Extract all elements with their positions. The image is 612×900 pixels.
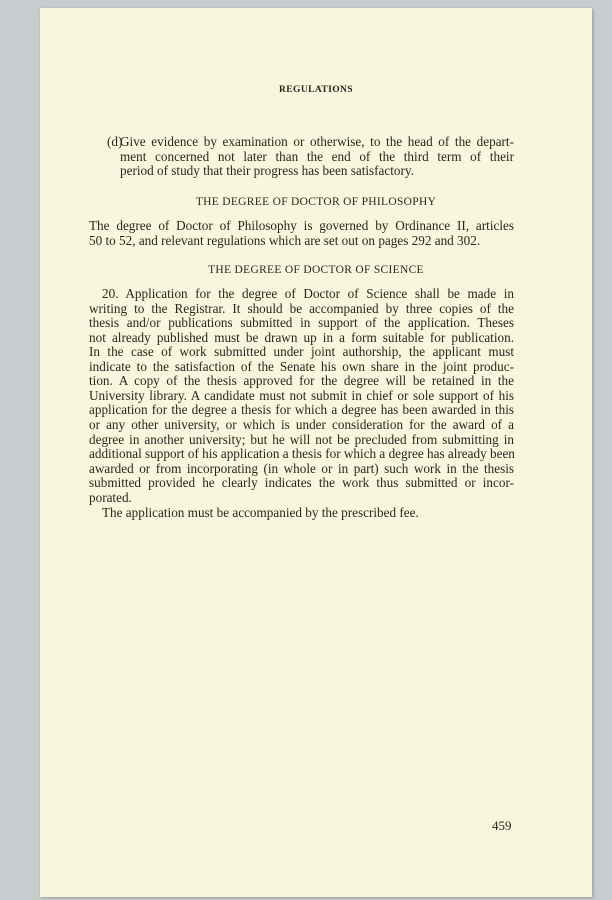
text-line: ment concerned not later than the end of the third term of their: [120, 148, 514, 164]
text-line: writing to the Registrar. It should be accompanied by three copies of the: [89, 300, 514, 316]
text-line: thesis and/or publications submitted in support of the application. Theses: [89, 315, 514, 331]
text-line: indicate to the satisfaction of the Senate his own share in the joint produc-: [89, 358, 514, 374]
text-line: submitted provided he clearly indicates the work thus submitted or incor-: [89, 475, 514, 491]
text-line: 20. Application for the degree of Doctor of Science shall be made in: [102, 286, 514, 301]
fee-paragraph: The application must be accompanied by the prescribed fee.: [102, 505, 419, 520]
text-line: additional support of his application a thesis for which a degree has already been: [89, 446, 515, 462]
text-line: tion. A copy of the thesis approved for the degree will be retained in the: [89, 373, 514, 389]
text-line: porated.: [89, 489, 132, 505]
text-line: or any other university, or which is under consideration for the award of a: [89, 416, 514, 432]
text-line: In the case of work submitted under joint authorship, the applicant must: [89, 344, 514, 360]
text-line: application for the degree a thesis for which a degree has been awarded in this: [89, 402, 514, 418]
text-line: University library. A candidate must not submit in chief or sole support of his: [89, 387, 514, 403]
text-line: awarded or from incorporating (in whole or in part) such work in the thesis: [89, 460, 514, 476]
running-head: REGULATIONS: [279, 85, 353, 95]
dsc-heading: THE DEGREE OF DOCTOR OF SCIENCE: [208, 264, 424, 276]
document-page: [40, 8, 592, 897]
text-line: Give evidence by examination or otherwise, to the head of the depart-: [120, 134, 514, 149]
text-line: The degree of Doctor of Philosophy is governed by Ordinance II, articles: [89, 218, 514, 233]
text-line: not already published must be drawn up in a form suitable for publication.: [89, 329, 514, 345]
text-line: period of study that their progress has been satisfactory.: [120, 163, 414, 179]
phd-heading: THE DEGREE OF DOCTOR OF PHILOSOPHY: [195, 196, 437, 208]
text-line: 50 to 52, and relevant regulations which are set out on pages 292 and 302.: [89, 232, 481, 248]
item-d-label: (d): [107, 134, 123, 149]
text-line: degree in another university; but he will not be precluded from submitting in: [89, 431, 514, 447]
page-number: 459: [492, 818, 512, 833]
